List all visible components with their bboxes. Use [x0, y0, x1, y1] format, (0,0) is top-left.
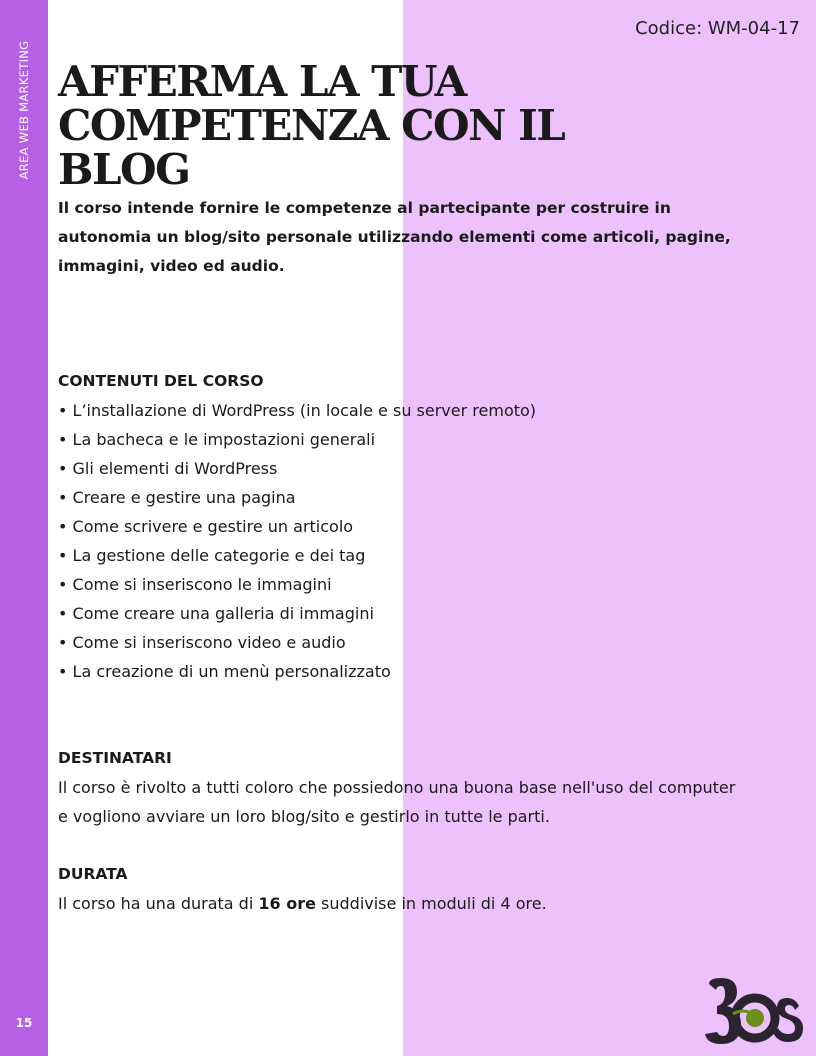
company-logo — [703, 976, 803, 1048]
sidebar-label: AREA WEB MARKETING — [17, 40, 31, 180]
contents-section — [58, 367, 748, 686]
recipients-text: Il corso è rivolto a tutti coloro che possiedono una buona base nell'uso del computer e vogliono avviare un loro blog/sito e gestirlo in tutte le parti. — [58, 778, 736, 826]
contents-heading: CONTENUTI DEL CORSO — [58, 372, 264, 390]
page-title — [58, 57, 748, 194]
list-item: • Come scrivere e gestire un articolo — [58, 517, 354, 536]
duration-section — [58, 860, 748, 918]
title-line-3: BLOG — [58, 145, 190, 194]
duration-heading: DURATA — [58, 865, 128, 883]
course-code: Codice: WM-04-17 — [635, 18, 800, 39]
recipients-section — [58, 744, 748, 831]
title-line-1: AFFERMA LA TUA — [58, 57, 466, 106]
sidebar — [0, 0, 48, 1056]
recipients-heading: DESTINATARI — [58, 749, 172, 767]
contents-list — [58, 396, 748, 686]
duration-prefix: Il corso ha una durata di — [58, 894, 259, 913]
duration-suffix: suddivise in moduli di 4 ore. — [315, 894, 547, 913]
list-item: • Gli elementi di WordPress — [58, 459, 278, 478]
page-number: 15 — [15, 1016, 33, 1030]
intro-paragraph: Il corso intende fornire le competenze al partecipante per costruire in autonomia un blog/sito personale utilizzando elementi come articoli, pagine, immagini, video ed audio. — [58, 199, 731, 275]
list-item: • La gestione delle categorie e dei tag — [58, 546, 366, 565]
list-item: • Come si inseriscono le immagini — [58, 575, 332, 594]
list-item: • La creazione di un menù personalizzato — [58, 662, 391, 681]
duration-hours: 16 ore — [258, 894, 316, 913]
list-item: • Creare e gestire una pagina — [58, 488, 296, 507]
list-item: • Come creare una galleria di immagini — [58, 604, 374, 623]
list-item: • L’installazione di WordPress (in locale e su server remoto) — [58, 401, 537, 420]
title-line-2: COMPETENZA CON IL — [58, 101, 565, 150]
list-item: • Come si inseriscono video e audio — [58, 633, 346, 652]
duration-text — [58, 889, 748, 918]
list-item: • La bacheca e le impostazioni generali — [58, 430, 376, 449]
main-content — [58, 57, 748, 918]
